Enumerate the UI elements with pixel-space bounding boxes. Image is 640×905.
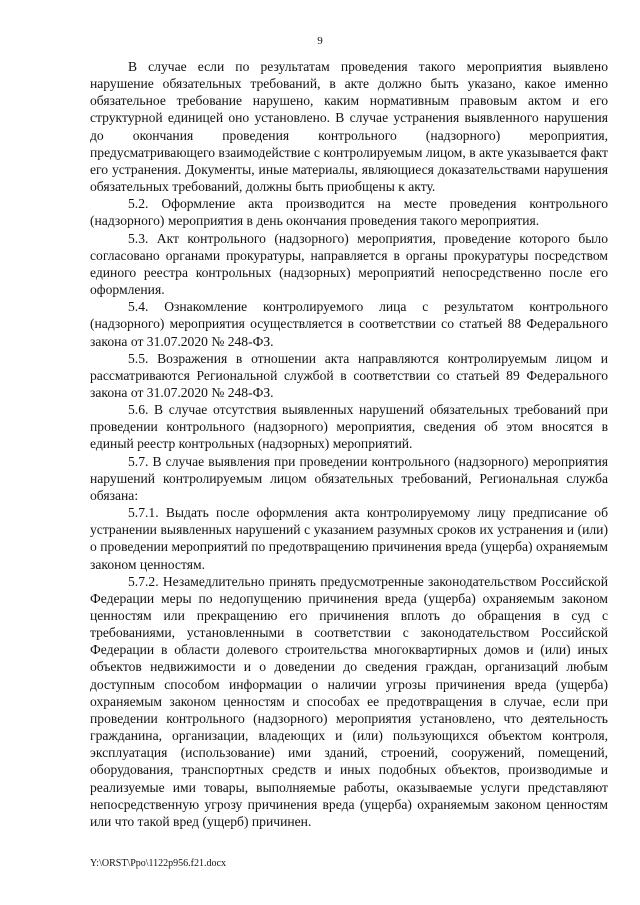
paragraph-5-3: 5.3. Акт контрольного (надзорного) мероприятия, проведение которого было согласовано органами прокуратуры, направляется в органы прокуратуры посредством единого реестра контрольных (надзорных) мероприятий непосредственно после его оформления. [90, 230, 608, 298]
paragraph-5-7: 5.7. В случае выявления при проведении контрольного (надзорного) мероприятия нарушений контролируемым лицом обязательных требований, Региональная служба обязана: [90, 453, 608, 503]
paragraph-5-2: 5.2. Оформление акта производится на месте проведения контрольного (надзорного) мероприятия в день окончания проведения такого мероприятия. [90, 196, 608, 229]
paragraph-5-6: 5.6. В случае отсутствия выявленных нарушений обязательных требований при проведении контрольного (надзорного) мероприятия, сведения об этом вносятся в единый реестр контрольных (надзорных) мероприятий. [90, 402, 608, 452]
paragraph-5-5: 5.5. Возражения в отношении акта направляются контролируемым лицом и рассматриваются Региональной службой в соответствии со статьей 89 Федерального закона от 31.07.2020 № 248-ФЗ. [90, 350, 608, 400]
paragraph-violation-details: В случае если по результатам проведения такого мероприятия выявлено нарушение обязательных требований, в акте должно быть указано, какое именно обязательное требование нарушено, каким нормативным правовым актом и его структурной единицей оно установлено. В случае устранения выявленного нарушения до окончания проведения контрольного (надзорного) мероприятия, предусматривающего взаимодействие с контролируемым лицом, в акте указывается факт его устранения. Документы, иные материалы, являющиеся доказательствами нарушения обязательных требований, должны быть приобщены к акту. [90, 59, 608, 195]
paragraph-5-7-1: 5.7.1. Выдать после оформления акта контролируемому лицу предписание об устранении выявленных нарушений с указанием разумных сроков их устранения и (или) о проведении мероприятий по предотвращению причинения вреда (ущерба) охраняемым законом ценностям. [90, 505, 608, 572]
paragraph-5-4: 5.4. Ознакомление контролируемого лица с результатом контрольного (надзорного) мероприятия осуществляется в соответствии со статьей 88 Федерального закона от 31.07.2020 № 248-ФЗ. [90, 299, 608, 349]
page-number: 9 [317, 35, 323, 47]
document-body [90, 58, 608, 830]
footer-file-path: Y:\ORST\Ppo\1122p956.f21.docx [90, 858, 226, 869]
paragraph-5-7-2: 5.7.2. Незамедлительно принять предусмотренные законодательством Российской Федерации меры по недопущению причинения вреда (ущерба) охраняемым законом ценностям или прекращению его причинения вплоть до обращения в суд с требованиями, установленными в соответствии с законодательством Российской Федерации в области долевого строительства многоквартирных домов и (или) иных объектов недвижимости и о доведении до сведения граждан, организаций любым доступным способом информации о наличии угрозы причинения вреда (ущерба) охраняемым законом ценностям и способах ее предотвращения в случае, если при проведении контрольного (надзорного) мероприятия установлено, что деятельность гражданина, организации, владеющих и (или) пользующихся объектом контроля, эксплуатация (использование) ими зданий, строений, сооружений, помещений, оборудования, транспортных средств и иных подобных объектов, производимые и реализуемые ими товары, выполняемые работы, оказываемые услуги представляют непосредственную угрозу причинения вреда (ущерба) охраняемым законом ценностям или что такой вред (ущерб) причинен. [90, 573, 608, 829]
